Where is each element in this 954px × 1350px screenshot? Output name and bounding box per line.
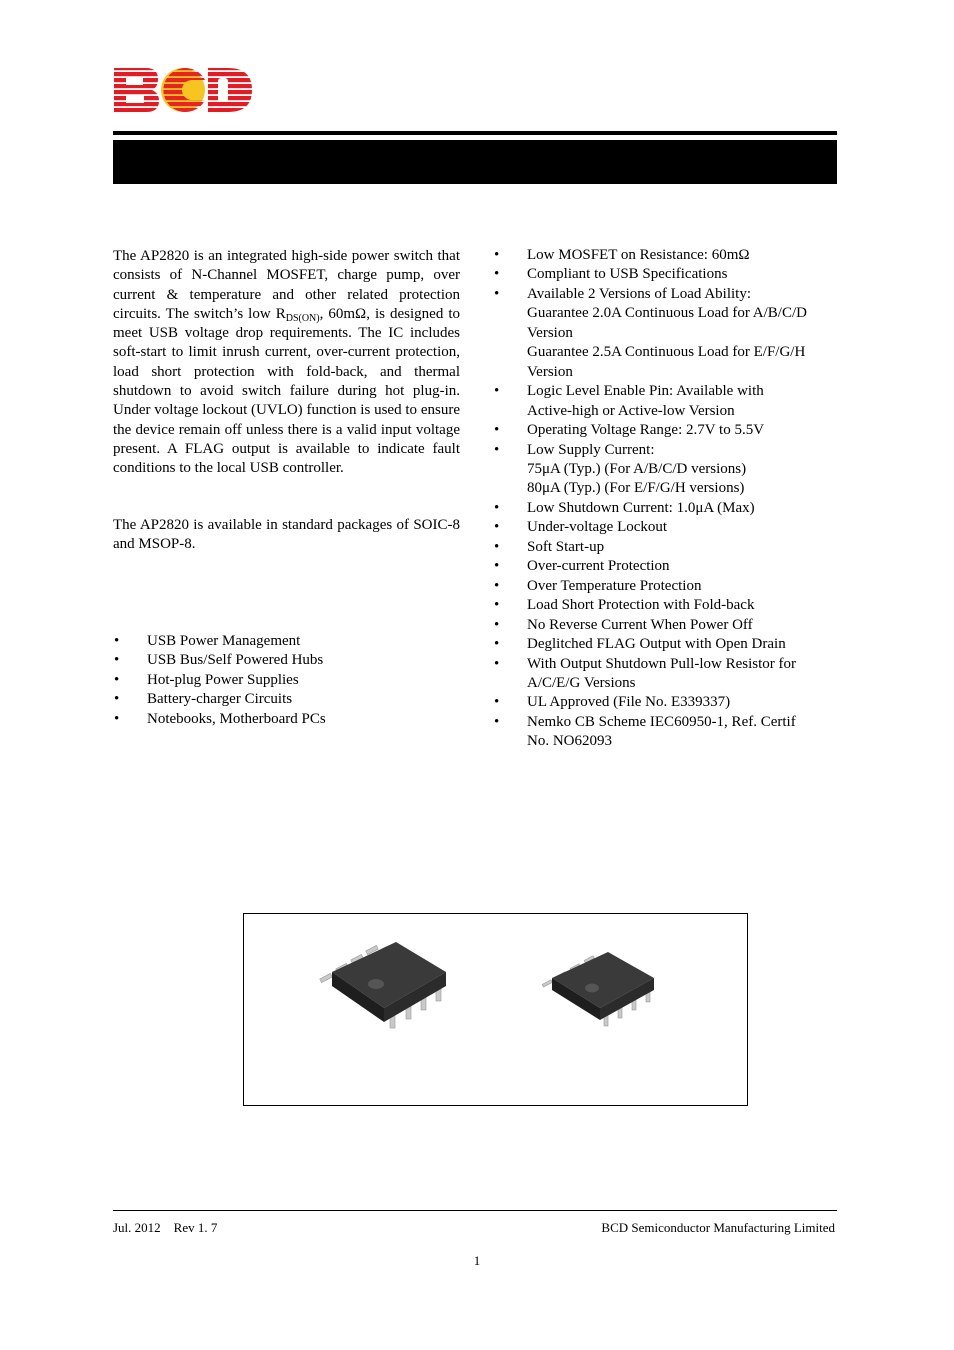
feature-item <box>493 265 843 284</box>
bullet-icon: • <box>494 558 500 575</box>
bullet-icon: • <box>494 519 500 536</box>
feature-item <box>493 557 843 576</box>
feature-item <box>493 693 843 712</box>
bullet-icon: • <box>494 383 500 400</box>
application-item <box>113 671 463 690</box>
bullet-icon: • <box>114 710 120 727</box>
feature-item-line: Under-voltage Lockout <box>527 519 668 536</box>
feature-item-line: No Reverse Current When Power Off <box>527 616 753 633</box>
feature-item <box>493 518 843 537</box>
feature-item-line: Compliant to USB Specifications <box>527 266 728 283</box>
feature-item-line: Deglitched FLAG Output with Open Drain <box>527 636 786 653</box>
feature-item <box>493 538 843 557</box>
feature-item <box>493 382 843 421</box>
feature-item <box>493 246 843 265</box>
feature-item <box>493 655 843 694</box>
packages-paragraph: The AP2820 is available in standard packages of SOIC-8 and MSOP-8. <box>113 517 460 553</box>
feature-item-line: Logic Level Enable Pin: Available with <box>527 383 764 400</box>
feature-item-line: Guarantee 2.5A Continuous Load for E/F/G/H <box>527 344 806 361</box>
feature-item-line: Over Temperature Protection <box>527 577 702 594</box>
description-paragraph: The AP2820 is an integrated high-side power switch that consists of N-Channel MOSFET, charge pump, over current & temperature and other related protection circuits. The switch’s low $R_{DS(ON)}$, 60mΩ, is designed to meet USB voltage drop requirements. The IC includes soft-start to limit inrush current, over-current protection, load short protection with fold-back, and thermal shutdown to avoid switch failure during hot plug-in. Under voltage lockout (UVLO) function is used to ensure the device remain off unless there is a valid input voltage present. A FLAG output is available to indicate fault conditions to the local USB controller. <box>113 248 461 477</box>
feature-item <box>493 596 843 615</box>
bullet-icon: • <box>114 671 120 688</box>
feature-item-line: Version <box>527 363 573 380</box>
bullet-icon: • <box>494 597 500 614</box>
application-item-line: USB Power Management <box>147 633 301 649</box>
msop-8-package-image <box>540 948 662 1033</box>
bullet-icon: • <box>494 441 500 458</box>
features-list <box>493 246 843 752</box>
footer-rule <box>113 1210 837 1211</box>
bullet-icon: • <box>494 694 500 711</box>
bullet-icon: • <box>494 266 500 283</box>
bullet-icon: • <box>494 538 500 555</box>
feature-item-line: 75μA (Typ.) (For A/B/C/D versions) <box>527 460 747 477</box>
feature-item-line: Operating Voltage Range: 2.7V to 5.5V <box>527 422 765 439</box>
feature-item <box>493 499 843 518</box>
logo-letter-d <box>208 68 252 112</box>
feature-item-line: Load Short Protection with Fold-back <box>527 597 755 614</box>
application-item <box>113 632 463 651</box>
applications-list <box>113 632 463 729</box>
logo-letter-b <box>114 68 159 112</box>
feature-item-line: Low MOSFET on Resistance: 60mΩ <box>527 247 750 263</box>
feature-item <box>493 285 843 382</box>
feature-item-line: UL Approved (File No. E339337) <box>527 694 731 711</box>
feature-item-line: Version <box>527 324 573 341</box>
bullet-icon: • <box>494 636 500 653</box>
application-item <box>113 690 463 709</box>
feature-item-line: Guarantee 2.0A Continuous Load for A/B/C/D <box>527 305 807 322</box>
application-item-line: USB Bus/Self Powered Hubs <box>147 652 324 669</box>
bullet-icon: • <box>494 655 500 672</box>
feature-item-line: Low Supply Current: <box>527 441 655 458</box>
footer-company: BCD Semiconductor Manufacturing Limited <box>601 1220 835 1235</box>
bullet-icon: • <box>494 577 500 594</box>
bullet-icon: • <box>494 616 500 633</box>
bullet-icon: • <box>494 713 500 730</box>
bullet-icon: • <box>494 285 500 302</box>
feature-item-line: Active-high or Active-low Version <box>527 402 735 419</box>
application-item <box>113 710 463 729</box>
feature-item <box>493 441 843 499</box>
footer-date-revision: Jul. 2012 Rev 1. 7 <box>113 1220 218 1235</box>
feature-item <box>493 635 843 654</box>
feature-item-line: Available 2 Versions of Load Ability: <box>527 285 751 302</box>
page-number: 1 <box>473 1253 481 1268</box>
soic-8-package-image <box>318 936 453 1036</box>
header-rule <box>113 131 837 135</box>
application-item-line: Hot-plug Power Supplies <box>147 671 299 688</box>
feature-item <box>493 421 843 440</box>
application-item <box>113 651 463 670</box>
feature-item-line: With Output Shutdown Pull-low Resistor for <box>527 655 796 672</box>
feature-item-line: 80μA (Typ.) (For E/F/G/H versions) <box>527 480 745 497</box>
feature-item-line: Low Shutdown Current: 1.0μA (Max) <box>527 499 755 516</box>
application-item-line: Battery-charger Circuits <box>147 691 293 708</box>
feature-item <box>493 713 843 752</box>
bullet-icon: • <box>114 633 120 649</box>
feature-item <box>493 616 843 635</box>
bullet-icon: • <box>494 422 500 439</box>
feature-item-line: A/C/E/G Versions <box>527 674 636 691</box>
title-bar <box>113 140 837 184</box>
feature-item-line: Over-current Protection <box>527 558 670 575</box>
bullet-icon: • <box>114 652 120 669</box>
feature-item-line: Nemko CB Scheme IEC60950-1, Ref. Certif <box>527 713 796 730</box>
bullet-icon: • <box>494 499 500 516</box>
bullet-icon: • <box>114 691 120 708</box>
feature-item-line: No. NO62093 <box>527 733 612 750</box>
feature-item-line: Soft Start-up <box>527 538 605 555</box>
bullet-icon: • <box>494 247 500 263</box>
application-item-line: Notebooks, Motherboard PCs <box>147 710 326 727</box>
bcd-logo <box>112 66 254 114</box>
feature-item <box>493 577 843 596</box>
